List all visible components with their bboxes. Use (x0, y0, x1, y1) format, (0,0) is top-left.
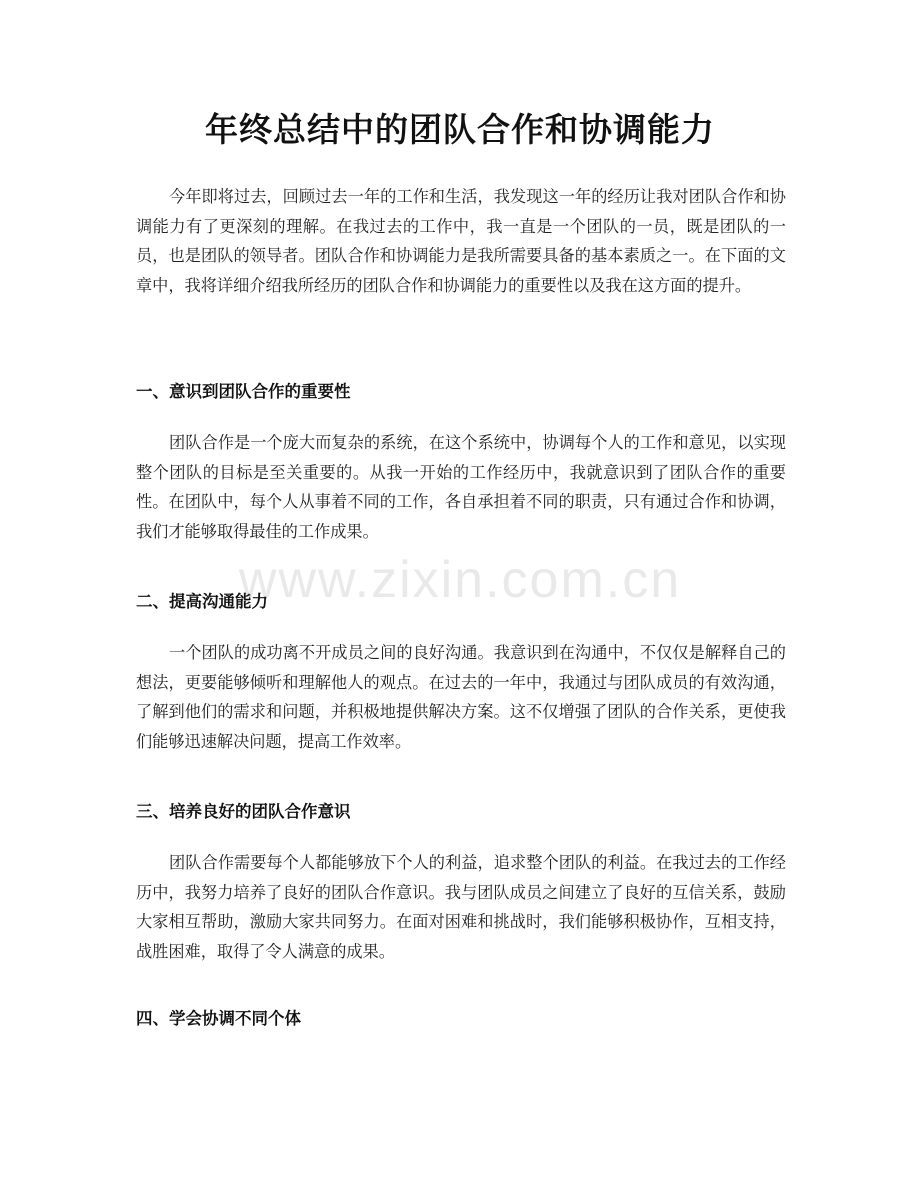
section-heading-3: 三、培养良好的团队合作意识 (136, 802, 351, 821)
section-paragraph-2: 一个团队的成功离不开成员之间的良好沟通。我意识到在沟通中，不仅仅是解释自己的想法，更要能够倾听和理解他人的观点。在过去的一年中，我通过与团队成员的有效沟通，了解到他们的需求和问题，并积极地提供解决方案。这不仅增强了团队的合作关系，更使我们能够迅速解决问题，提高工作效率。 (136, 643, 786, 751)
section-heading-1: 一、意识到团队合作的重要性 (136, 382, 351, 401)
section-heading-2: 二、提高沟通能力 (136, 592, 268, 611)
document-title: 年终总结中的团队合作和协调能力 (205, 110, 715, 149)
watermark: www.zixin.com.cn (238, 551, 682, 609)
section-paragraph-1: 团队合作是一个庞大而复杂的系统，在这个系统中，协调每个人的工作和意见，以实现整个团队的目标是至关重要的。从我一开始的工作经历中，我就意识到了团队合作的重要性。在团队中，每个人从事着不同的工作，各自承担着不同的职责，只有通过合作和协调，我们才能够取得最佳的工作成果。 (136, 433, 786, 541)
section-paragraph-3: 团队合作需要每个人都能够放下个人的利益，追求整个团队的利益。在我过去的工作经历中，我努力培养了良好的团队合作意识。我与团队成员之间建立了良好的互信关系，鼓励大家相互帮助，激励大家共同努力。在面对困难和挑战时，我们能够积极协作，互相支持，战胜困难，取得了令人满意的成果。 (136, 853, 786, 961)
intro-paragraph: 今年即将过去，回顾过去一年的工作和生活，我发现这一年的经历让我对团队合作和协调能力有了更深刻的理解。在我过去的工作中，我一直是一个团队的一员，既是团队的一员，也是团队的领导者。团队合作和协调能力是我所需要具备的基本素质之一。在下面的文章中，我将详细介绍我所经历的团队合作和协调能力的重要性以及我在这方面的提升。 (136, 187, 786, 295)
section-heading-4: 四、学会协调不同个体 (136, 1009, 301, 1028)
